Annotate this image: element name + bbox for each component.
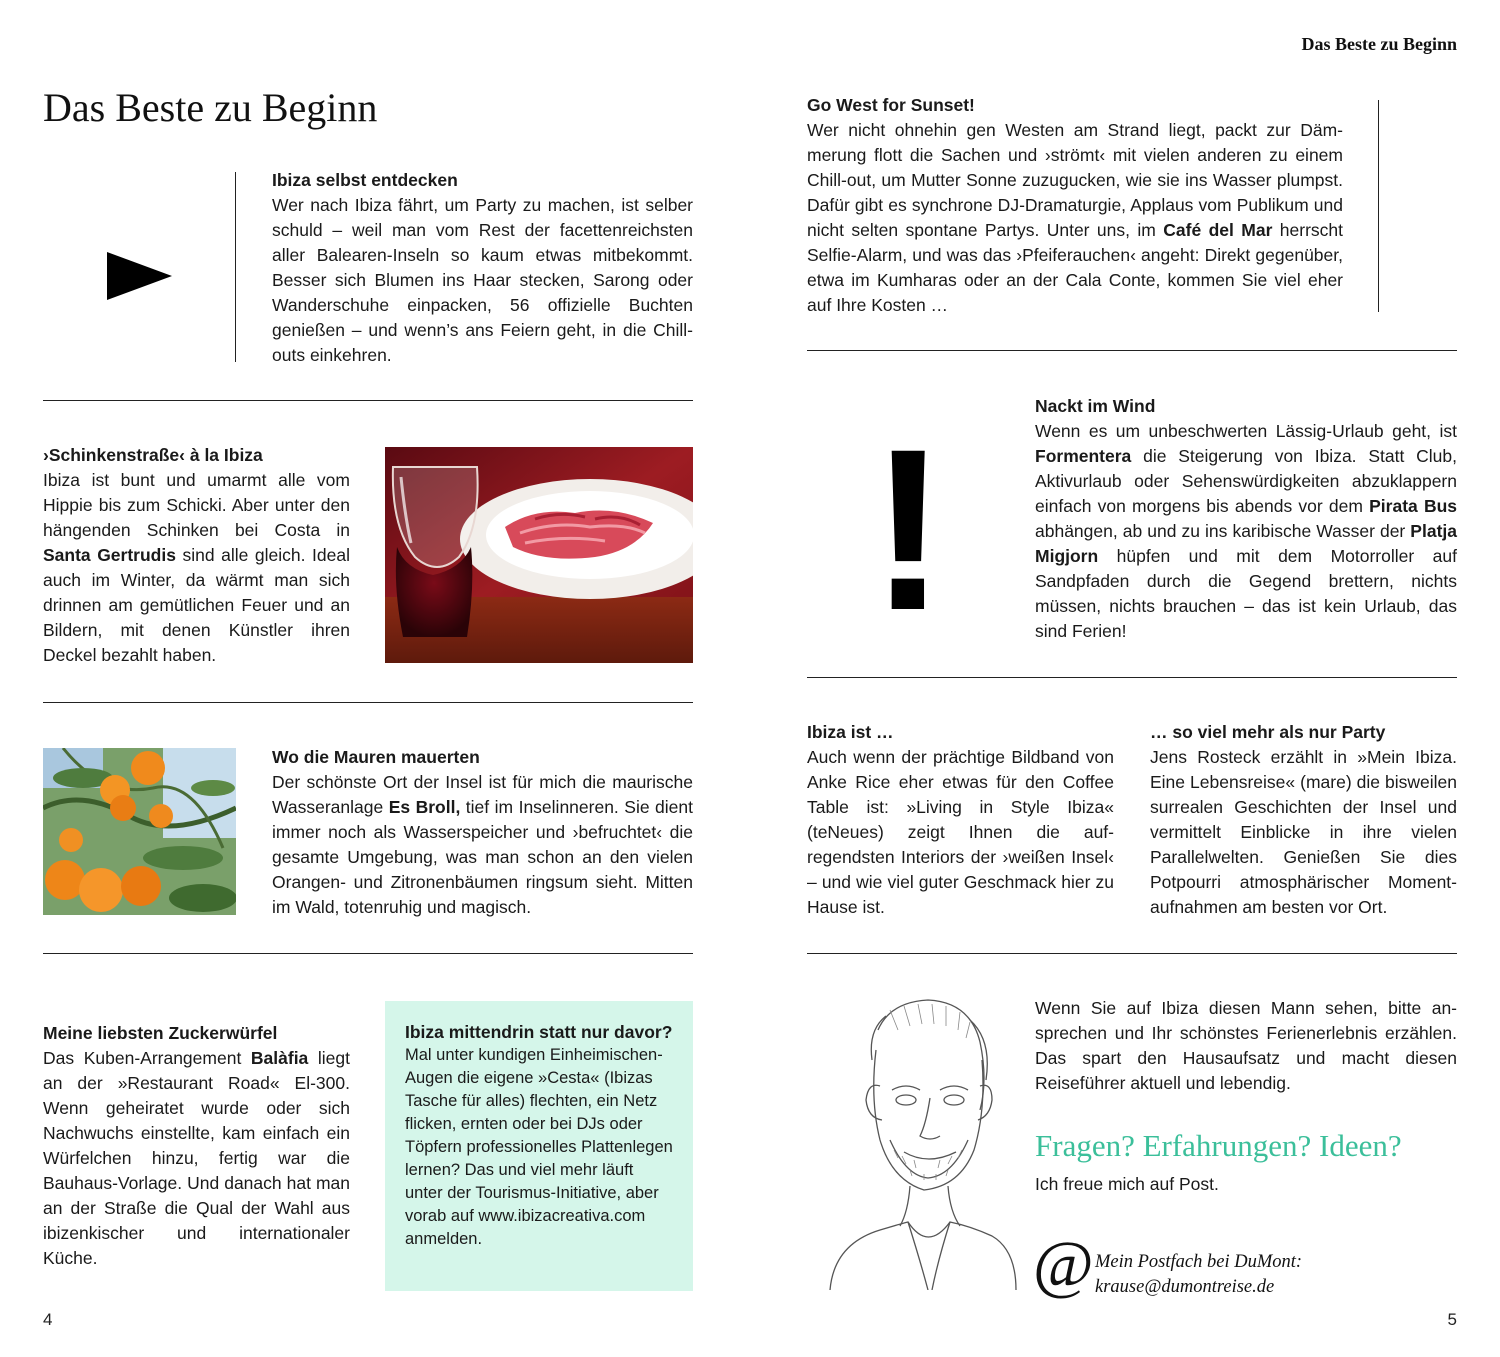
exclamation-icon: ! — [870, 401, 947, 658]
page-number-left: 4 — [43, 1310, 53, 1329]
section-text: Jens Rosteck erzählt in »Mein Ibiza. Eine Lebensreise« (mare) die bisweilen surrealen Geschichten der Insel und vermittelt Einblicke in ihre vielen Parallelwelten. Genießen Sie dies Potpourri atmosphärischer Momentaufnahmen am besten vor Ort. — [1150, 747, 1457, 917]
place-cafe-del-mar: Café del Mar — [1163, 220, 1273, 240]
divider — [807, 677, 1457, 678]
section-sunset — [807, 93, 1343, 318]
section-text: Das Kuben-Arrangement Balàfia liegt an der »Restaurant Road« El-300. Wenn geheiratet wurde oder sich Nachwuchs einstellte, kam einfach ein Würfelchen hinzu, fertig war die Bauhaus-Vorlage. Und danach hat man an der Straße die Qual der Wahl aus ibizenkischer und internationaler Küche. — [43, 1048, 350, 1268]
section-text: Der schönste Ort der Insel ist für mich die maurische Wasseranlage Es Broll, tief im Inselinneren. Sie dient immer noch als Wasserspeicher und ›befruchtet‹ die gesamte Umgebung, was man schon an den vielen Orangen- und Zitronenbäumen ringsum sieht. Mitten im Wald, totenruhig und magisch. — [272, 772, 693, 917]
place-pirata-bus: Pirata Bus — [1369, 496, 1458, 516]
section-nackt-im-wind — [1035, 394, 1457, 644]
place-balafia: Balàfia — [250, 1048, 309, 1068]
at-sign-icon: @ — [1033, 1228, 1094, 1301]
mailbox-address[interactable]: krause@dumontreise.de — [1095, 1277, 1275, 1297]
page-title: Das Beste zu Beginn — [43, 85, 378, 130]
section-zuckerwuerfel — [43, 1021, 350, 1271]
section-heading: Ibiza selbst entdecken — [272, 170, 458, 190]
author-intro-text: Wenn Sie auf Ibiza diesen Mann sehen, bitte ansprechen und Ihr schönstes Ferienerlebnis erzählen. Das spart den Hausaufsatz und macht diesen Reiseführer aktuell und lebendig. — [1035, 998, 1457, 1093]
section-text: Wenn es um unbeschwerten Lässig-Urlaub geht, ist Formentera die Steigerung von Ibiza. Statt Club, Aktivurlaub oder Sehenswürdigkeiten abzuklappern einfach von morgens bis abends vor dem Pirata Bus abhängen, ab und zu ins karibische Wasser der Platja Migjorn hüpfen und mit dem Motorroller auf Sandpfaden durch die Gegend brettern, nichts müssen, nichts brauchen – das ist kein Urlaub, das sind Ferien! — [1035, 421, 1458, 641]
section-heading: Wo die Mauren mauerten — [272, 747, 480, 767]
section-selbst-entdecken — [272, 168, 693, 368]
section-heading: Nackt im Wind — [1035, 396, 1156, 416]
section-text: Wer nicht ohnehin gen Westen am Strand liegt, packt zur Dämmerung flott die Sachen und ›strömt‹ mit vielen anderen zu einem Chill-out, um Mutter Sonne zuzugucken, wie sie ins Wasser plumpst. Dafür gibt es synchrone DJ-Dramaturgie, Applaus vom Publikum und nicht selten spontane Partys. Unter uns, im Café del Mar herrscht Selfie-Alarm, und was das ›Pfeiferauchen‹ angeht: Direkt gegenüber, etwa im Kumharas oder an der Cala Conte, kommen Sie viel eher auf Ihre Kosten … — [807, 120, 1344, 315]
mailbox-info — [1095, 1250, 1302, 1300]
info-box-heading: Ibiza mittendrin statt nur davor? — [405, 1022, 673, 1042]
feedback-question: Fragen? Erfahrungen? Ideen? — [1035, 1128, 1402, 1163]
freue-mich — [1035, 1172, 1457, 1197]
orange-tree-photo — [43, 748, 236, 915]
mailbox-label: Mein Postfach bei DuMont: — [1095, 1252, 1303, 1272]
section-ibiza-ist — [807, 720, 1114, 920]
divider — [43, 953, 693, 954]
divider — [43, 400, 693, 401]
section-heading: Meine liebsten Zuckerwürfel — [43, 1023, 278, 1043]
section-heading: … so viel mehr als nur Party — [1150, 722, 1386, 742]
running-head: Das Beste zu Beginn — [1301, 34, 1457, 54]
author-intro — [1035, 996, 1457, 1096]
freue-mich-text: Ich freue mich auf Post. — [1035, 1174, 1219, 1194]
place-santa-gertrudis: Santa Gertrudis — [43, 545, 176, 565]
vertical-rule — [1378, 100, 1379, 312]
section-heading: ›Schinkenstraße‹ à la Ibiza — [43, 445, 263, 465]
vertical-rule — [235, 172, 236, 362]
section-heading: Go West for Sunset! — [807, 95, 975, 115]
section-schinkenstrasse — [43, 443, 350, 668]
divider — [807, 350, 1457, 351]
section-text: Auch wenn der prächtige Bildband von Anke Rice eher etwas für den Coffee Table ist: »Living in Style Ibiza« (teNeues) zeigt Ihnen die aufregendsten Interiors der ›weißen Insel‹ – und wie viel guter Geschmack hier zu Hause ist. — [807, 747, 1114, 917]
section-mauren — [272, 745, 693, 920]
place-platja-migjorn: Platja Migjorn — [1035, 521, 1457, 566]
play-triangle-icon — [107, 252, 172, 300]
info-box-text: Mal unter kundigen Einheimischen-Augen die eigene »Cesta« (Ibizas Tasche für alles) flechten, ein Netz flicken, ernten oder bei DJs oder Töpfern professionelles Plattenlegen lernen? Das und viel mehr läuft unter der Tourismus-Initiative, aber vorab auf www.ibizacreativa.com anmelden. — [405, 1046, 673, 1248]
section-heading: Ibiza ist … — [807, 722, 894, 742]
divider — [807, 953, 1457, 954]
ham-wine-photo — [385, 447, 693, 663]
author-portrait-sketch — [820, 990, 1020, 1290]
place-es-broll: Es Broll, — [388, 797, 461, 817]
place-formentera: Formentera — [1035, 446, 1132, 466]
divider — [43, 702, 693, 703]
section-viel-mehr — [1150, 720, 1457, 920]
section-text: Wer nach Ibiza fährt, um Party zu machen, ist selber schuld – weil man vom Rest der facettenreichsten aller Balearen-Inseln so kaum etwas mitbekommt. Besser sich Blumen ins Haar stecken, Sarong oder Wanderschuhe einpacken, 56 offizielle Buchten genießen – und wenn’s ans Feiern geht, in die Chill-outs einkehren. — [272, 195, 693, 365]
info-box-mittendrin — [385, 1001, 693, 1291]
page-number-right: 5 — [1447, 1310, 1457, 1329]
section-text: Ibiza ist bunt und umarmt alle vom Hippie bis zum Schicki. Aber unter den hängenden Schinken bei Costa in Santa Gertrudis sind alle gleich. Ideal auch im Winter, da wärmt man sich drinnen am gemütlichen Feuer und an Bildern, mit denen Künstler ihren Deckel bezahlt haben. — [43, 470, 350, 665]
